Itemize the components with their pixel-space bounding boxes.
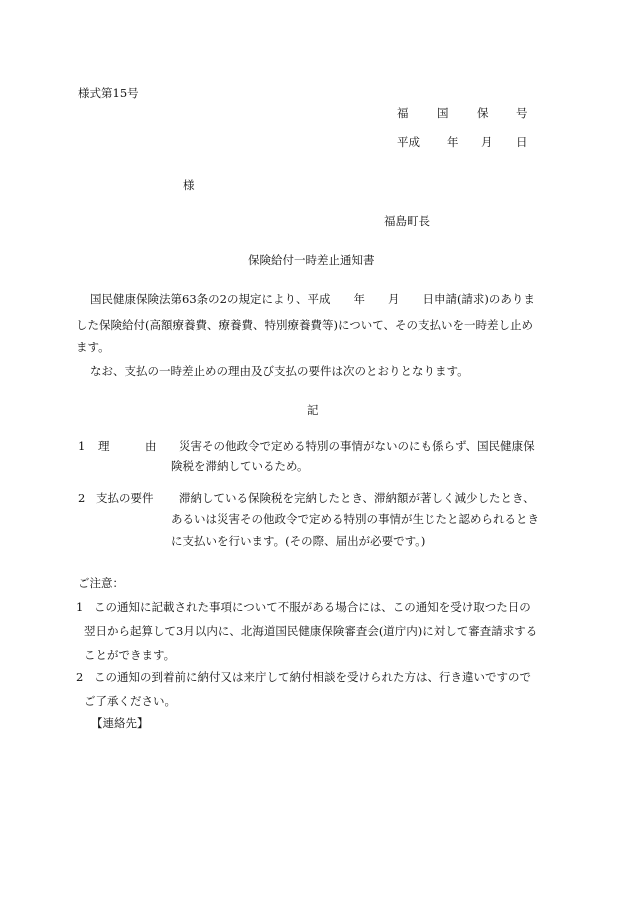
item-desc-line: 険税を滞納しているため。 [171, 459, 309, 473]
body-line-3: ます。 [76, 340, 110, 354]
item-heading: 支払の要件 [96, 491, 154, 505]
date-year: 年 [447, 135, 459, 149]
item-number: 1 [78, 439, 86, 453]
note-line: ご了承ください。 [84, 694, 176, 708]
item-desc-line: 滞納している保険税を完納したとき、滞納額が著しく減少したとき、 [179, 491, 535, 505]
reference-number [0, 108, 630, 122]
item-desc-line: 災害その他政令で定める特別の事情がないのにも係らず、国民健康保 [179, 439, 535, 453]
note-number: 2 [76, 670, 84, 684]
addressee-suffix: 様 [183, 178, 195, 192]
date-era: 平成 [397, 135, 420, 149]
item-heading-part-2: 由 [145, 439, 157, 453]
note-line: この通知に記載された事項について不服がある場合には、この通知を受け取つた日の [94, 600, 531, 614]
form-number: 様式第15号 [78, 86, 139, 100]
ref-char-1: 福 [397, 106, 409, 120]
notes-heading: ご注意： [78, 576, 124, 590]
item-heading-part-1: 理 [98, 439, 110, 453]
issue-date [0, 137, 630, 151]
body-line-2: した保険給付(高額療養費、療養費、特別療養費等)について、その支払いを一時差し止め [76, 318, 534, 332]
document-title: 保険給付一時差止通知書 [248, 253, 375, 267]
item-desc-line: に支払いを行います。(その際、届出が必要です。) [171, 534, 426, 548]
contact-label: 【連絡先】 [91, 716, 149, 730]
item-desc-line: あるいは災害その他政令で定める特別の事情が生じたと認められるとき [171, 512, 539, 526]
body-line-4: なお、支払の一時差止めの理由及び支払の要件は次のとおりとなります。 [90, 364, 469, 378]
note-line: 翌日から起算して3月以内に、北海道国民健康保険審査会(道庁内)に対して審査請求する [84, 624, 538, 638]
note-line: ことができます。 [84, 648, 176, 662]
date-day: 日 [516, 135, 528, 149]
ki-heading: 記 [307, 403, 319, 417]
body-line-1: 国民健康保険法第63条の2の規定により、平成 年 月 日申請(請求)のありま [90, 292, 535, 306]
ref-char-3: 保 [477, 106, 489, 120]
ref-char-2: 国 [437, 106, 449, 120]
note-number: 1 [76, 600, 84, 614]
issuer-name: 福島町長 [384, 214, 430, 228]
ref-char-4: 号 [516, 106, 528, 120]
note-line: この通知の到着前に納付又は来庁して納付相談を受けられた方は、行き違いですので [94, 670, 531, 684]
date-month: 月 [481, 135, 493, 149]
item-number: 2 [78, 491, 86, 505]
